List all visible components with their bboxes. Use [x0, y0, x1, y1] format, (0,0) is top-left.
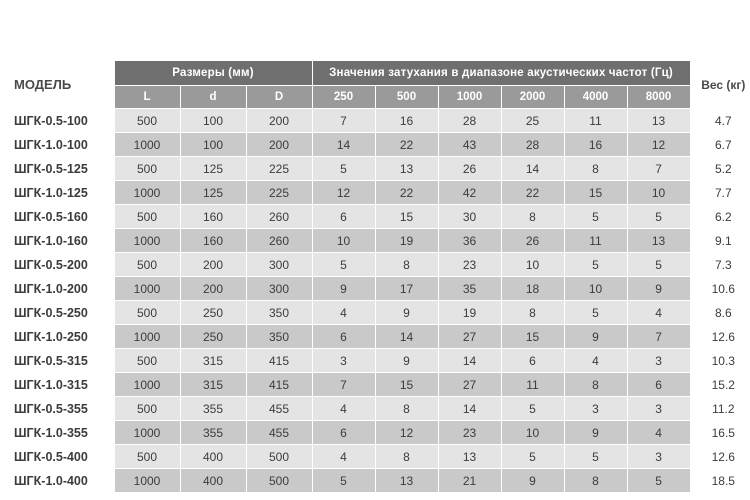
cell-value: 1000 — [114, 277, 180, 301]
cell-value: 100 — [180, 109, 246, 133]
cell-value: 260 — [246, 205, 312, 229]
cell-value: 200 — [246, 133, 312, 157]
cell-value: 14 — [438, 349, 501, 373]
cell-value: 15 — [501, 325, 564, 349]
cell-value: 10 — [564, 277, 627, 301]
cell-value: 4 — [564, 349, 627, 373]
cell-value: 16 — [564, 133, 627, 157]
cell-mass: 10.6 — [690, 277, 750, 301]
cell-value: 18 — [501, 277, 564, 301]
table-row — [6, 109, 750, 133]
cell-value: 400 — [180, 469, 246, 493]
cell-value: 10 — [312, 229, 375, 253]
cell-value: 13 — [627, 109, 690, 133]
cell-value: 14 — [375, 325, 438, 349]
cell-value: 25 — [501, 109, 564, 133]
cell-value: 13 — [627, 229, 690, 253]
table-row — [6, 373, 750, 397]
cell-value: 355 — [180, 397, 246, 421]
table-row — [6, 301, 750, 325]
table-head — [6, 61, 750, 109]
cell-value: 10 — [627, 181, 690, 205]
cell-value: 42 — [438, 181, 501, 205]
cell-value: 14 — [438, 397, 501, 421]
cell-value: 500 — [114, 157, 180, 181]
table-row — [6, 325, 750, 349]
cell-value: 14 — [312, 133, 375, 157]
table-row — [6, 253, 750, 277]
cell-model: ШГК-0.5-160 — [6, 205, 114, 229]
cell-value: 400 — [180, 445, 246, 469]
cell-value: 200 — [180, 277, 246, 301]
cell-model: ШГК-0.5-250 — [6, 301, 114, 325]
cell-value: 5 — [564, 301, 627, 325]
table-row — [6, 181, 750, 205]
column-header-freq-8000: 8000 — [627, 86, 690, 109]
cell-value: 500 — [114, 349, 180, 373]
cell-value: 3 — [627, 397, 690, 421]
column-group-attenuation: Значения затухания в диапазоне акустических частот (Гц) — [312, 61, 690, 86]
cell-model: ШГК-1.0-315 — [6, 373, 114, 397]
cell-value: 8 — [375, 253, 438, 277]
cell-value: 5 — [627, 253, 690, 277]
cell-value: 260 — [246, 229, 312, 253]
cell-value: 15 — [375, 373, 438, 397]
cell-mass: 7.7 — [690, 181, 750, 205]
cell-value: 455 — [246, 397, 312, 421]
cell-value: 8 — [564, 469, 627, 493]
cell-value: 11 — [564, 109, 627, 133]
cell-value: 7 — [312, 109, 375, 133]
cell-value: 17 — [375, 277, 438, 301]
cell-value: 500 — [114, 253, 180, 277]
cell-value: 355 — [180, 421, 246, 445]
cell-value: 23 — [438, 421, 501, 445]
column-header-freq-500: 500 — [375, 86, 438, 109]
cell-value: 500 — [246, 445, 312, 469]
cell-mass: 9.1 — [690, 229, 750, 253]
cell-value: 5 — [501, 445, 564, 469]
cell-mass: 16.5 — [690, 421, 750, 445]
cell-value: 1000 — [114, 229, 180, 253]
cell-value: 14 — [501, 157, 564, 181]
cell-value: 9 — [627, 277, 690, 301]
cell-model: ШГК-1.0-100 — [6, 133, 114, 157]
table-row — [6, 205, 750, 229]
cell-value: 27 — [438, 325, 501, 349]
cell-value: 22 — [375, 181, 438, 205]
cell-value: 35 — [438, 277, 501, 301]
cell-value: 7 — [312, 373, 375, 397]
cell-value: 8 — [375, 397, 438, 421]
cell-value: 200 — [246, 109, 312, 133]
cell-value: 8 — [564, 157, 627, 181]
table-row — [6, 397, 750, 421]
cell-value: 5 — [564, 205, 627, 229]
cell-value: 1000 — [114, 133, 180, 157]
cell-value: 9 — [312, 277, 375, 301]
column-header-freq-2000: 2000 — [501, 86, 564, 109]
cell-value: 3 — [627, 349, 690, 373]
cell-value: 500 — [114, 205, 180, 229]
cell-value: 4 — [627, 421, 690, 445]
cell-value: 315 — [180, 373, 246, 397]
table-row — [6, 469, 750, 493]
cell-mass: 5.2 — [690, 157, 750, 181]
cell-value: 21 — [438, 469, 501, 493]
cell-value: 500 — [114, 301, 180, 325]
cell-mass: 11.2 — [690, 397, 750, 421]
cell-value: 9 — [375, 301, 438, 325]
table-body — [6, 109, 750, 493]
cell-value: 455 — [246, 421, 312, 445]
cell-model: ШГК-0.5-400 — [6, 445, 114, 469]
cell-value: 23 — [438, 253, 501, 277]
cell-value: 1000 — [114, 421, 180, 445]
cell-value: 500 — [114, 109, 180, 133]
table-row — [6, 157, 750, 181]
cell-value: 16 — [375, 109, 438, 133]
cell-value: 5 — [627, 469, 690, 493]
column-header-d-large: D — [246, 86, 312, 109]
cell-model: ШГК-0.5-200 — [6, 253, 114, 277]
cell-mass: 7.3 — [690, 253, 750, 277]
cell-value: 10 — [501, 421, 564, 445]
header-row-groups — [6, 61, 750, 86]
cell-value: 11 — [501, 373, 564, 397]
cell-value: 12 — [627, 133, 690, 157]
cell-value: 8 — [564, 373, 627, 397]
cell-value: 12 — [375, 421, 438, 445]
cell-mass: 8.6 — [690, 301, 750, 325]
cell-value: 26 — [438, 157, 501, 181]
cell-value: 300 — [246, 277, 312, 301]
cell-mass: 4.7 — [690, 109, 750, 133]
cell-model: ШГК-1.0-355 — [6, 421, 114, 445]
cell-value: 5 — [501, 397, 564, 421]
cell-value: 8 — [375, 445, 438, 469]
cell-value: 27 — [438, 373, 501, 397]
cell-mass: 18.5 — [690, 469, 750, 493]
column-group-dimensions: Размеры (мм) — [114, 61, 312, 86]
cell-value: 1000 — [114, 373, 180, 397]
cell-model: ШГК-1.0-400 — [6, 469, 114, 493]
cell-value: 225 — [246, 181, 312, 205]
cell-value: 22 — [501, 181, 564, 205]
cell-value: 13 — [438, 445, 501, 469]
cell-value: 4 — [627, 301, 690, 325]
cell-value: 8 — [501, 301, 564, 325]
cell-value: 8 — [501, 205, 564, 229]
table-row — [6, 445, 750, 469]
cell-value: 1000 — [114, 325, 180, 349]
column-header-freq-4000: 4000 — [564, 86, 627, 109]
cell-model: ШГК-1.0-200 — [6, 277, 114, 301]
cell-model: ШГК-0.5-315 — [6, 349, 114, 373]
cell-value: 6 — [627, 373, 690, 397]
column-header-l: L — [114, 86, 180, 109]
column-header-model: МОДЕЛЬ — [6, 61, 114, 109]
cell-value: 11 — [564, 229, 627, 253]
column-header-mass: Вес (кг) — [690, 61, 750, 109]
cell-value: 5 — [627, 205, 690, 229]
cell-value: 3 — [627, 445, 690, 469]
cell-value: 6 — [501, 349, 564, 373]
cell-model: ШГК-0.5-355 — [6, 397, 114, 421]
cell-value: 5 — [312, 469, 375, 493]
cell-value: 9 — [564, 421, 627, 445]
cell-value: 6 — [312, 421, 375, 445]
cell-mass: 12.6 — [690, 445, 750, 469]
cell-value: 4 — [312, 397, 375, 421]
cell-value: 13 — [375, 469, 438, 493]
column-header-freq-250: 250 — [312, 86, 375, 109]
cell-value: 36 — [438, 229, 501, 253]
cell-value: 415 — [246, 373, 312, 397]
cell-mass: 10.3 — [690, 349, 750, 373]
header-row-sub — [6, 86, 750, 109]
cell-mass: 15.2 — [690, 373, 750, 397]
cell-value: 5 — [312, 253, 375, 277]
cell-value: 7 — [627, 325, 690, 349]
cell-value: 43 — [438, 133, 501, 157]
specification-table — [6, 60, 750, 493]
cell-value: 19 — [438, 301, 501, 325]
cell-value: 7 — [627, 157, 690, 181]
cell-value: 4 — [312, 301, 375, 325]
cell-value: 350 — [246, 301, 312, 325]
cell-value: 9 — [375, 349, 438, 373]
column-header-freq-1000: 1000 — [438, 86, 501, 109]
cell-value: 500 — [114, 445, 180, 469]
cell-value: 225 — [246, 157, 312, 181]
cell-value: 22 — [375, 133, 438, 157]
cell-model: ШГК-1.0-125 — [6, 181, 114, 205]
cell-model: ШГК-1.0-250 — [6, 325, 114, 349]
table-row — [6, 133, 750, 157]
cell-mass: 12.6 — [690, 325, 750, 349]
cell-value: 500 — [114, 397, 180, 421]
cell-model: ШГК-1.0-160 — [6, 229, 114, 253]
column-header-d-small: d — [180, 86, 246, 109]
cell-value: 500 — [246, 469, 312, 493]
cell-value: 3 — [564, 397, 627, 421]
cell-value: 350 — [246, 325, 312, 349]
cell-value: 125 — [180, 181, 246, 205]
cell-value: 250 — [180, 301, 246, 325]
cell-value: 125 — [180, 157, 246, 181]
cell-value: 12 — [312, 181, 375, 205]
cell-value: 160 — [180, 205, 246, 229]
cell-value: 28 — [501, 133, 564, 157]
cell-value: 5 — [564, 253, 627, 277]
cell-value: 5 — [312, 157, 375, 181]
cell-value: 15 — [375, 205, 438, 229]
cell-mass: 6.7 — [690, 133, 750, 157]
cell-value: 9 — [564, 325, 627, 349]
cell-value: 26 — [501, 229, 564, 253]
cell-value: 28 — [438, 109, 501, 133]
cell-value: 30 — [438, 205, 501, 229]
cell-value: 15 — [564, 181, 627, 205]
cell-value: 415 — [246, 349, 312, 373]
cell-mass: 6.2 — [690, 205, 750, 229]
cell-value: 19 — [375, 229, 438, 253]
table-row — [6, 421, 750, 445]
cell-value: 10 — [501, 253, 564, 277]
cell-value: 1000 — [114, 469, 180, 493]
cell-value: 6 — [312, 325, 375, 349]
cell-value: 13 — [375, 157, 438, 181]
cell-value: 9 — [501, 469, 564, 493]
cell-model: ШГК-0.5-125 — [6, 157, 114, 181]
cell-value: 3 — [312, 349, 375, 373]
table-row — [6, 277, 750, 301]
cell-value: 250 — [180, 325, 246, 349]
table-row — [6, 229, 750, 253]
table-row — [6, 349, 750, 373]
cell-value: 315 — [180, 349, 246, 373]
cell-value: 300 — [246, 253, 312, 277]
cell-model: ШГК-0.5-100 — [6, 109, 114, 133]
cell-value: 160 — [180, 229, 246, 253]
cell-value: 5 — [564, 445, 627, 469]
cell-value: 1000 — [114, 181, 180, 205]
cell-value: 100 — [180, 133, 246, 157]
cell-value: 4 — [312, 445, 375, 469]
cell-value: 6 — [312, 205, 375, 229]
cell-value: 200 — [180, 253, 246, 277]
